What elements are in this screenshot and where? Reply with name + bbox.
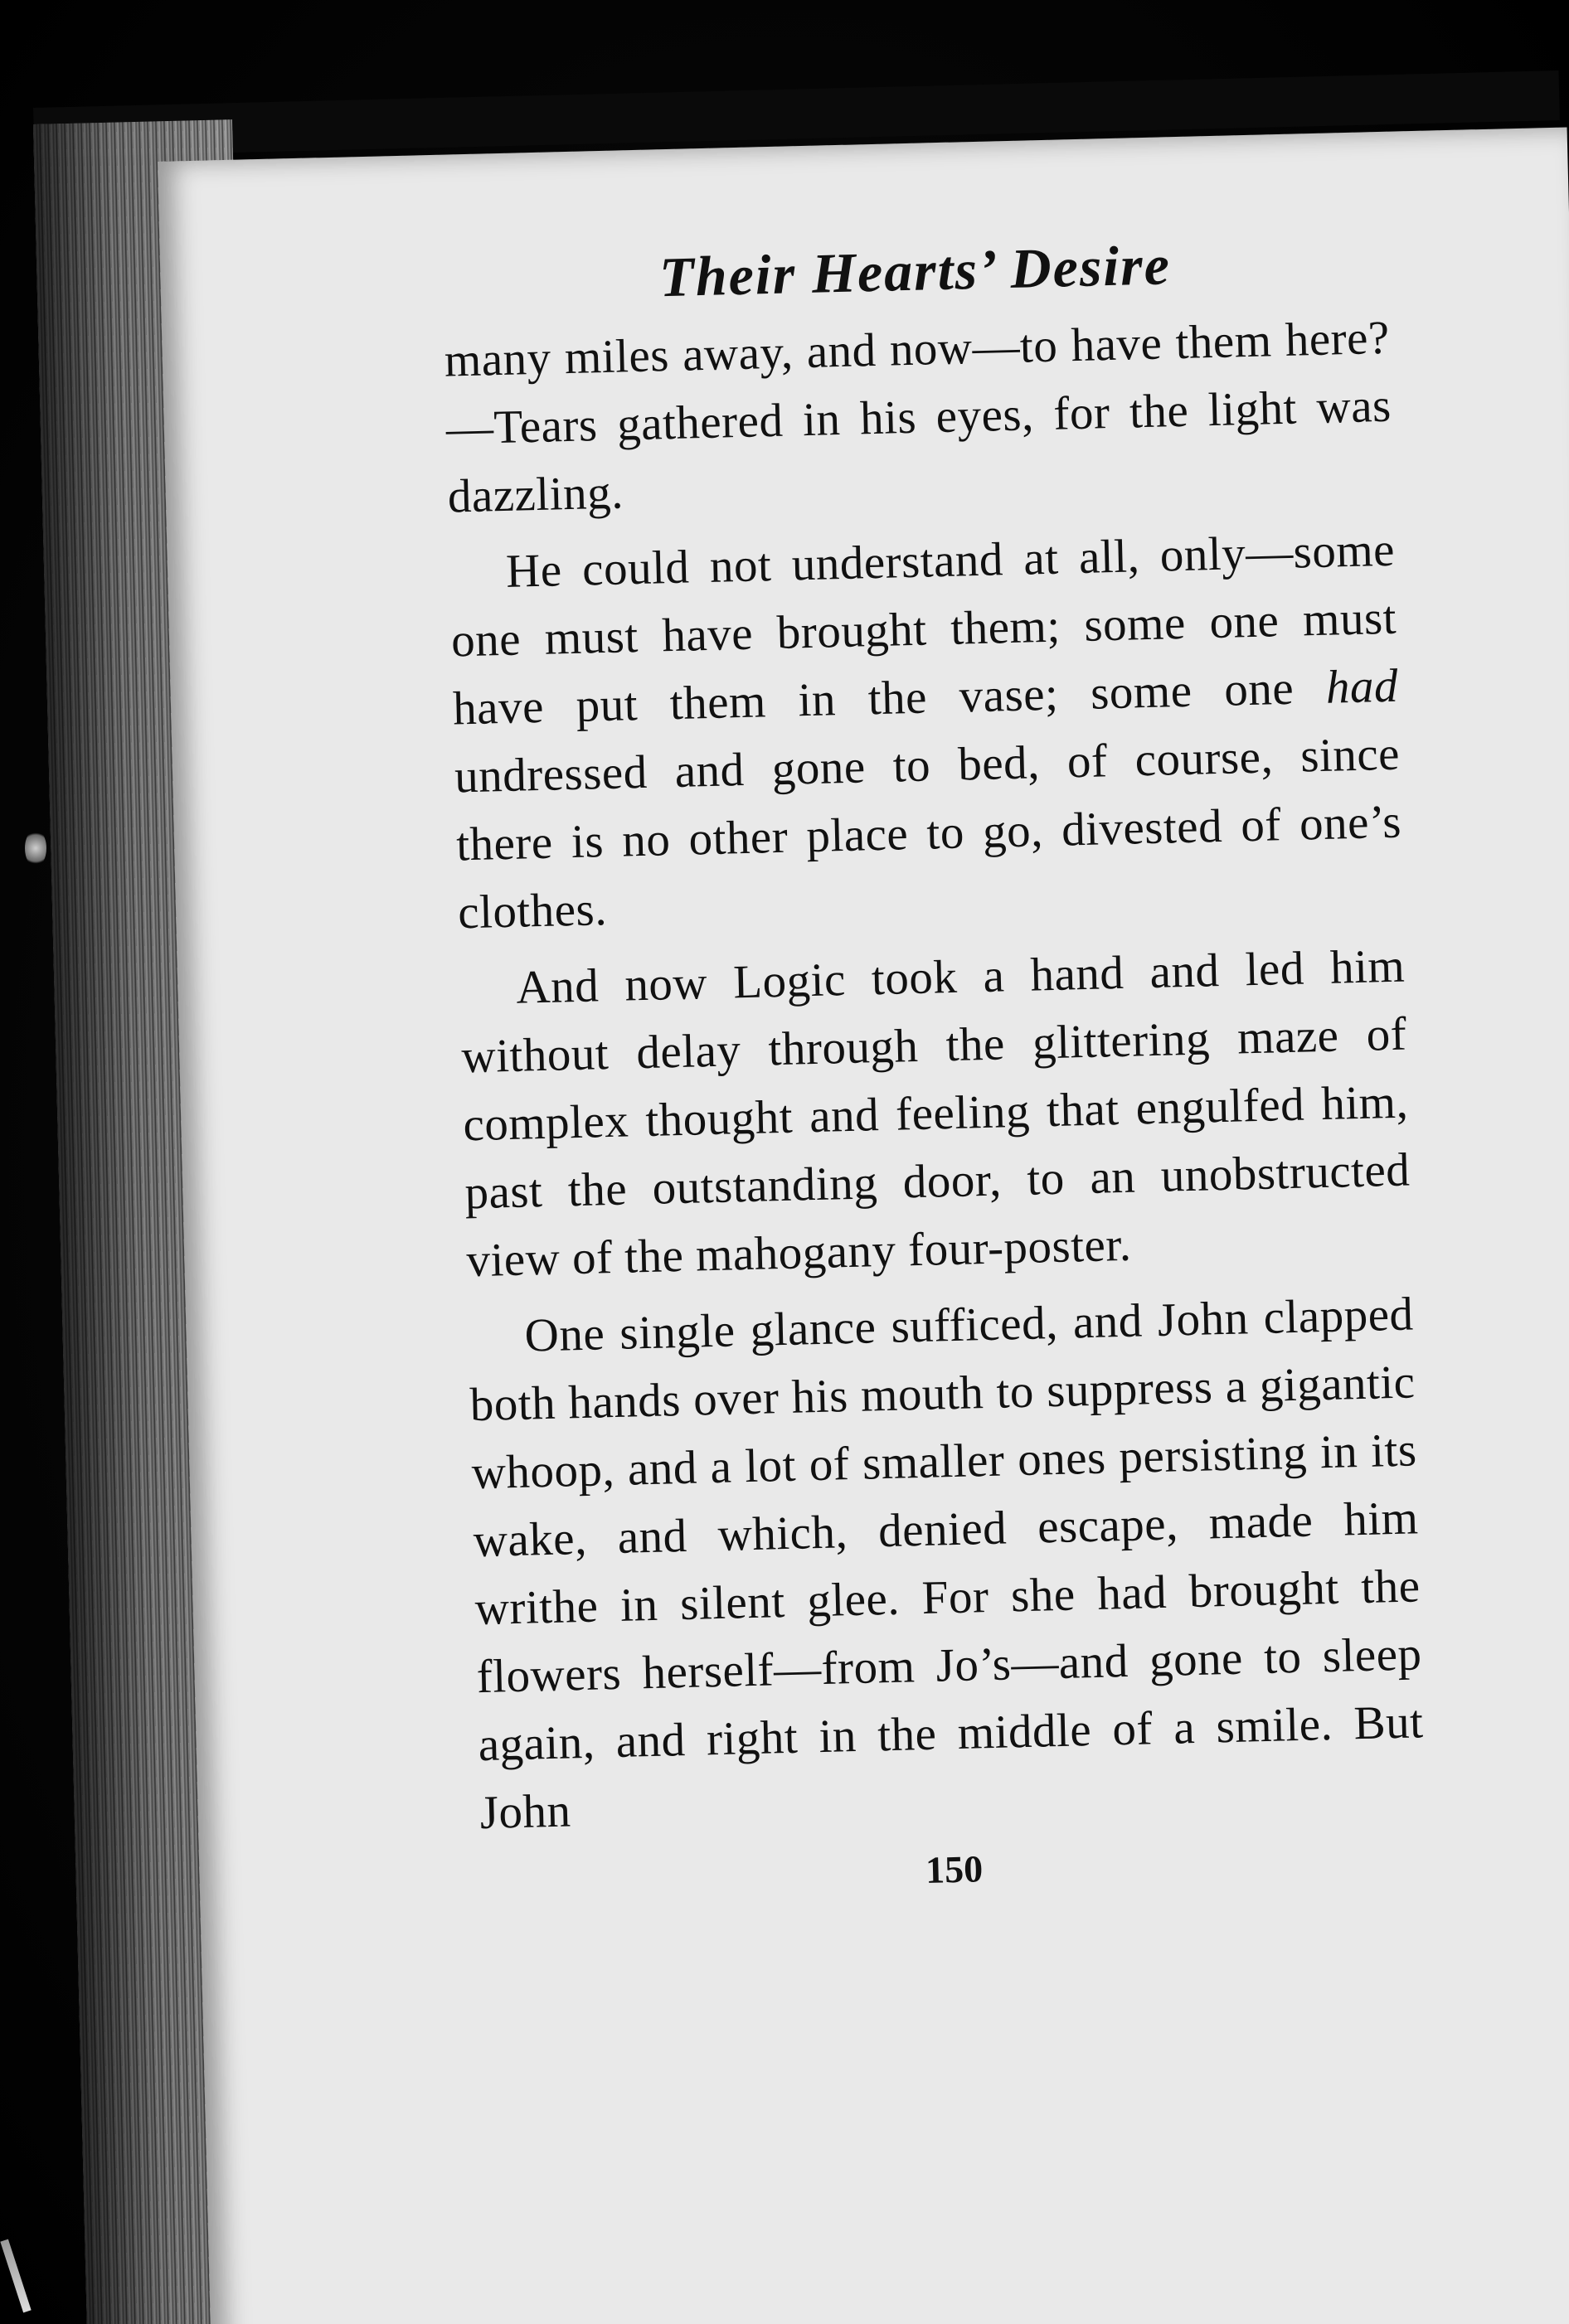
- book-page: [158, 127, 1569, 2324]
- paragraph-2-emphasis: had: [1325, 659, 1399, 714]
- paragraph-4: [468, 1280, 1426, 1847]
- corner-mark: [0, 2239, 31, 2313]
- paragraph-2-text-b: undressed and gone to bed, of course, since there is no other place to go, divested of one’s clothes.: [454, 727, 1402, 939]
- paragraph-1: [444, 304, 1394, 531]
- paragraph-3-text: And now Logic took a hand and led him without delay through the glittering maze of complex thought and feeling that engulfed him, past the outstanding door, to an unobstructed view of the mahogany four-poster.: [460, 939, 1411, 1288]
- running-head: Their Hearts’ Desire: [658, 233, 1172, 309]
- body-text: [444, 304, 1426, 1847]
- paragraph-1-text: many miles away, and now—to have them here?—Tears gathered in his eyes, for the light was dazzling.: [444, 311, 1392, 523]
- page-number: 150: [925, 1847, 984, 1891]
- paragraph-2: [449, 517, 1404, 948]
- page-content: [442, 231, 1427, 1903]
- binding-mark: [25, 829, 46, 867]
- paragraph-2-text-a: He could not understand at all, only—some one must have brought them; some one must have put them in the vase; some one: [450, 523, 1397, 735]
- paragraph-4-text: One single glance sufficed, and John clapped both hands over his mouth to suppress a gigantic whoop, and a lot of smaller ones persisting in its wake, and which, denied escape, made him writhe in silent glee. For she had brought the flowers herself—from Jo’s—and gone to sleep again, and right in the middle of a smile. But John: [469, 1288, 1425, 1840]
- paragraph-3: [459, 933, 1413, 1296]
